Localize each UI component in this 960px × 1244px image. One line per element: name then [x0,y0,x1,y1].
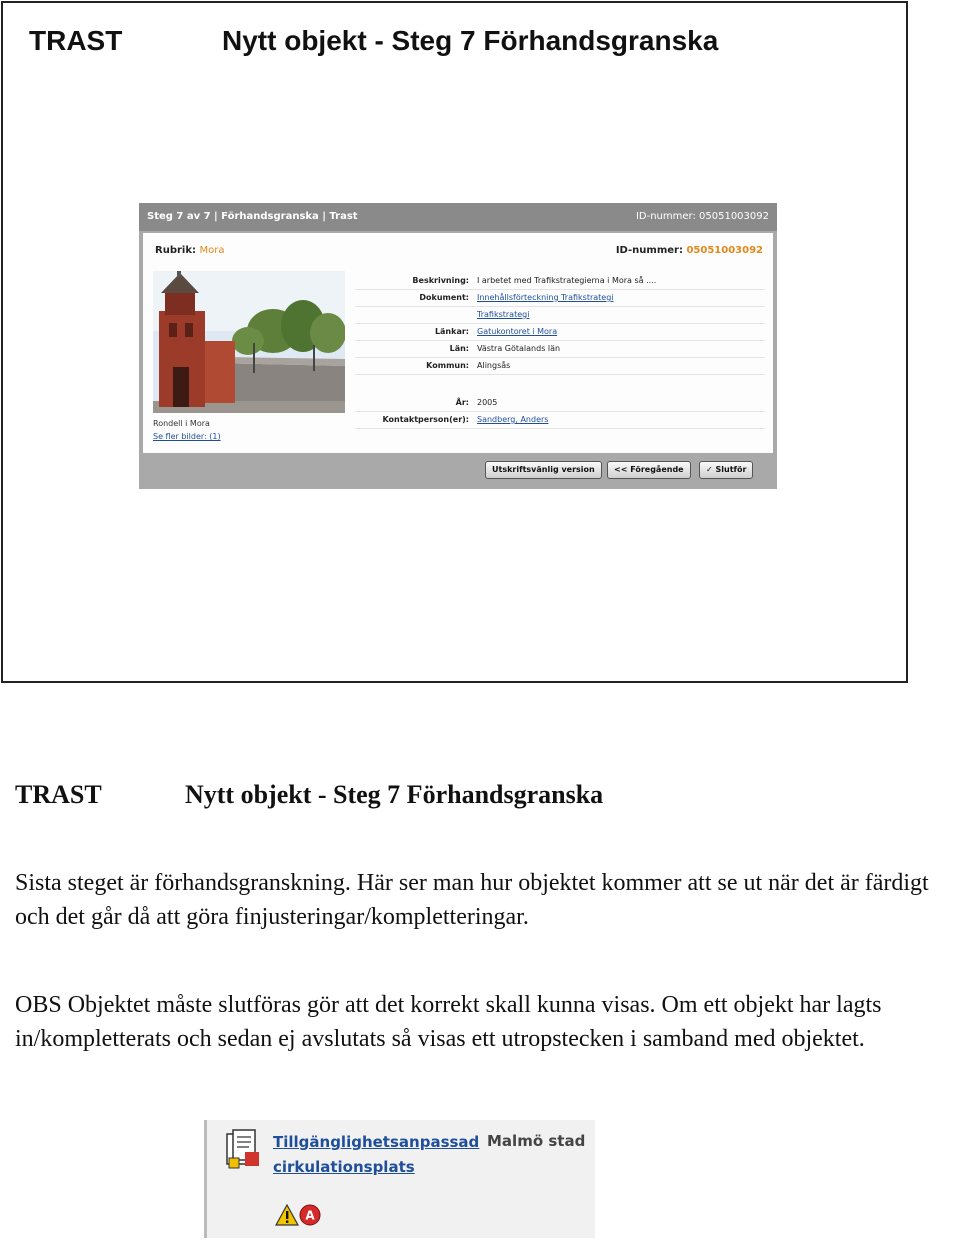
object-title-line1[interactable]: Tillgänglighetsanpassad [273,1133,480,1151]
field-ar [355,395,765,412]
id-label: ID-nummer: [615,245,683,256]
print-version-button[interactable]: Utskriftsvänlig version [485,461,602,479]
field-value: 2005 [477,398,498,407]
status-badge-letter: A [305,1208,315,1223]
preview-topbar-id: ID-nummer: 05051003092 [635,211,769,222]
documents-icon [225,1128,263,1176]
status-badge-icon [299,1204,321,1230]
more-images-link[interactable]: Se fler bilder: (1) [153,432,221,441]
rubrik [155,245,224,256]
field-beskrivning [355,273,765,290]
document-link[interactable]: Trafikstrategi [477,310,530,319]
object-fields [355,273,765,429]
warning-exclamation-icon [275,1204,299,1230]
id-value: 05051003092 [686,245,763,256]
slide-brand: TRAST [29,25,123,56]
field-lan [355,341,765,358]
preview-topbar-step: Steg 7 av 7 | Förhandsgranska | Trast [147,211,358,222]
field-label: Beskrivning: [412,276,469,285]
field-value: Alingsås [477,361,511,370]
field-kontakt [355,412,765,429]
field-label: Län: [449,344,469,353]
field-label: Länkar: [434,327,469,336]
rubrik-label: Rubrik: [155,245,196,256]
slide-header [29,25,719,57]
slide-title: Nytt objekt - Steg 7 Förhandsgranska [222,25,719,56]
preview-screenshot [139,203,777,489]
field-value: I arbetet med Trafikstrategierna i Mora så .... [477,276,657,285]
preview-topbar [139,203,777,231]
object-photo[interactable] [153,271,345,413]
doc-header [15,780,604,810]
external-link[interactable]: Gatukontoret i Mora [477,327,558,336]
contact-link[interactable]: Sandberg, Anders [477,415,549,424]
field-label: Dokument: [419,293,469,302]
object-title-link[interactable] [273,1130,479,1180]
id-number [616,245,763,256]
doc-brand: TRAST [15,780,102,809]
field-dokument-2 [355,307,765,324]
field-label: Kontaktperson(er): [382,415,469,424]
field-dokument [355,290,765,307]
slide-frame [1,1,908,683]
rubrik-value: Mora [199,245,225,256]
preview-button-row [139,459,777,481]
photo-caption [153,417,221,443]
finish-button[interactable]: ✓ Slutför [699,461,753,479]
field-label: Kommun: [426,361,469,370]
preview-panel [143,233,773,453]
document-link[interactable]: Innehållsförteckning Trafikstrategi [477,293,614,302]
field-spacer [355,375,765,395]
paragraph-note: OBS Objektet måste slutföras gör att det korrekt skall kunna visas. Om ett objekt har lagts in/kompletterats och sedan ej avslutats så visas ett utropstecken i samband med objektet. [15,992,882,1052]
previous-button[interactable]: << Föregående [607,461,691,479]
object-municipality: Malmö stad [487,1132,586,1150]
field-value: Västra Götalands län [477,344,561,353]
object-title-line2[interactable]: cirkulationsplats [273,1158,415,1176]
paragraph-intro: Sista steget är förhandsgranskning. Här ser man hur objektet kommer att se ut när det är färdigt och det går då att göra finjusteringar/kompletteringar. [15,870,929,930]
photo-caption-text: Rondell i Mora [153,419,210,428]
field-label: År: [455,398,469,407]
field-lankar [355,324,765,341]
doc-title: Nytt objekt - Steg 7 Förhandsgranska [185,780,604,809]
unfinished-object-example [204,1120,595,1238]
field-kommun [355,358,765,375]
